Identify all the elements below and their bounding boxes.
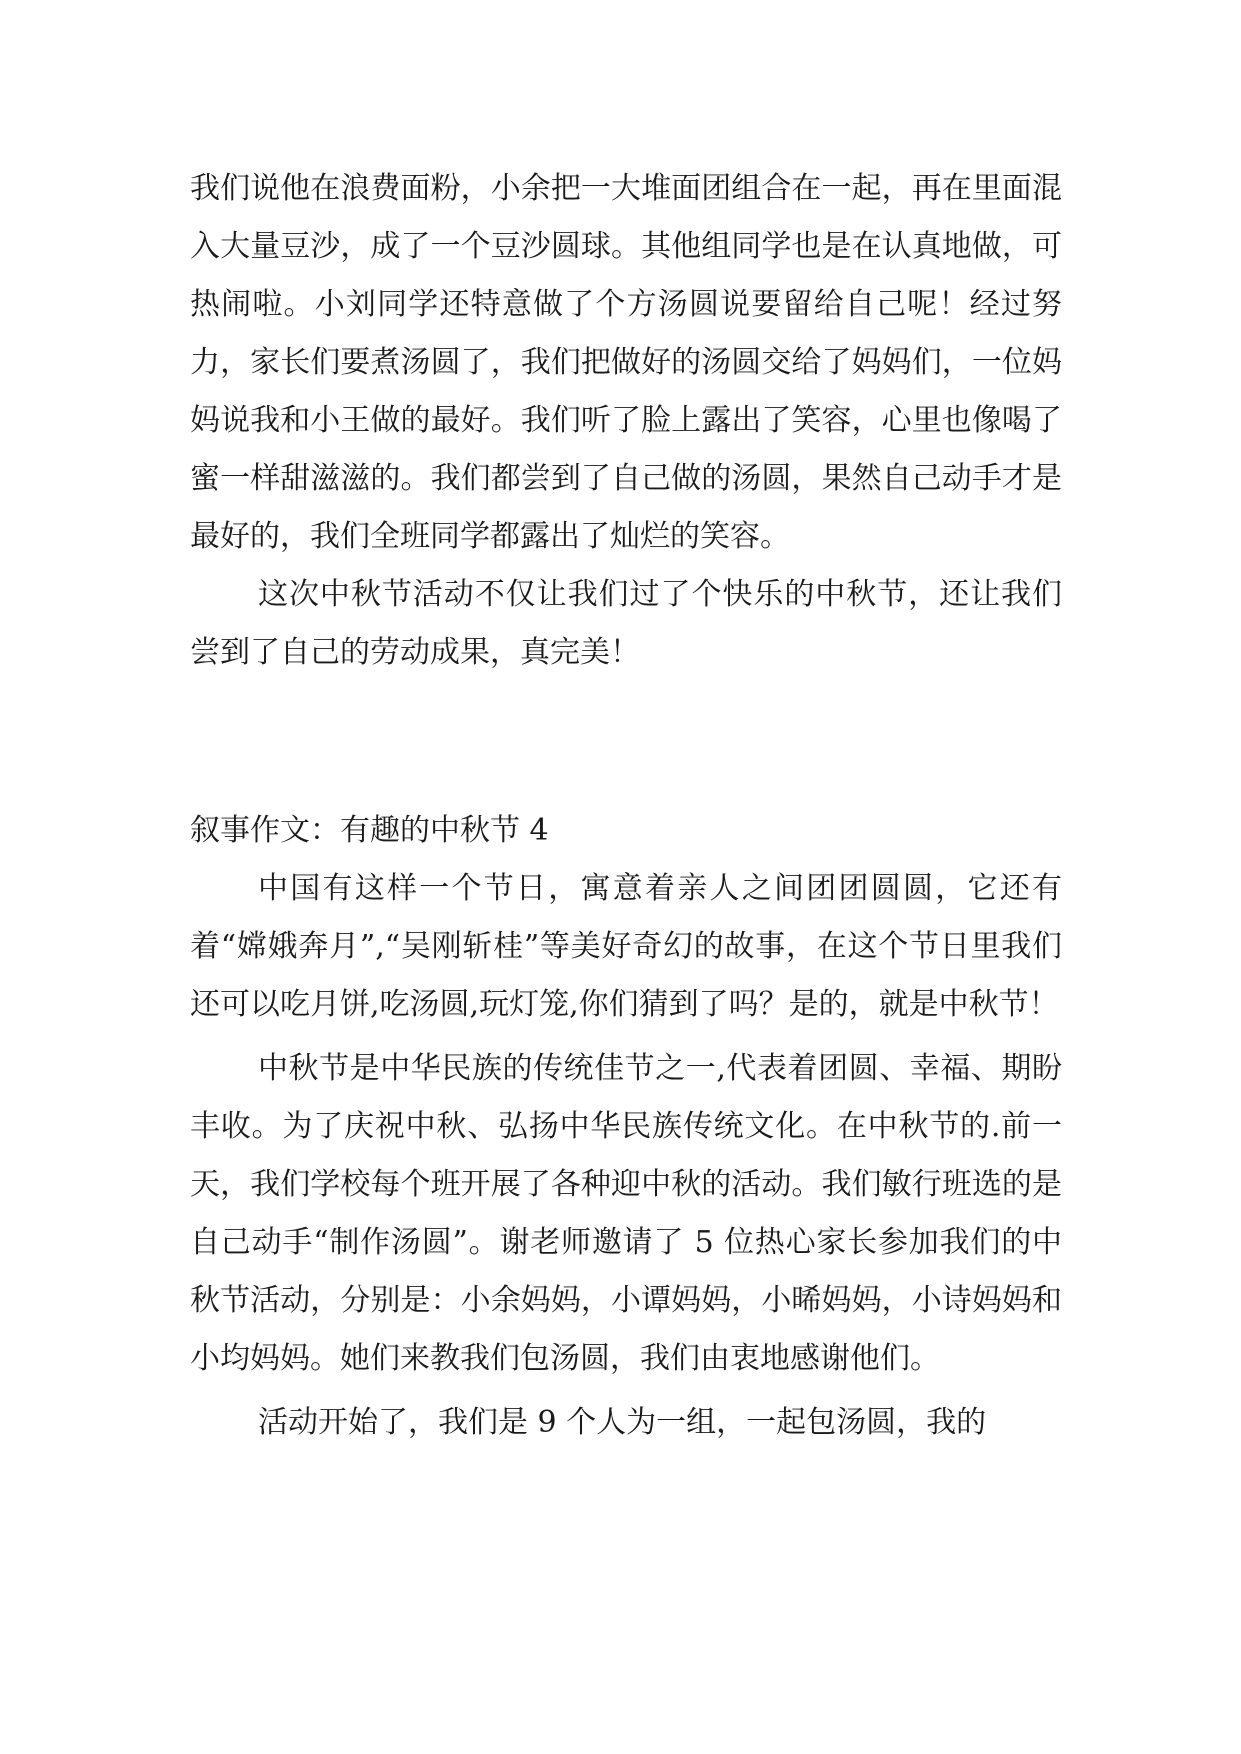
previous-essay-section <box>190 160 1062 682</box>
essay-4-section <box>190 802 1062 1452</box>
essay-title: 叙事作文：有趣的中秋节 4 <box>190 813 549 848</box>
closing-paragraph: 这次中秋节活动不仅让我们过了个快乐的中秋节，还让我们尝到了自己的劳动成果，真完美！ <box>190 577 1062 670</box>
essay-paragraph-1: 中国有这样一个节日，寓意着亲人之间团团圆圆，它还有着“嫦娥奔月”,“吴刚斩桂”等美好奇幻的故事，在这个节日里我们还可以吃月饼,吃汤圆,玩灯笼,你们猜到了吗？是的，就是中秋节！ <box>190 871 1062 1022</box>
essay-paragraph-2: 中秋节是中华民族的传统佳节之一,代表着团圆、幸福、期盼丰收。为了庆祝中秋、弘扬中华民族传统文化。在中秋节的.前一天，我们学校每个班开展了各种迎中秋的活动。我们敏行班选的是自己动手“制作汤圆”。谢老师邀请了 5 位热心家长参加我们的中秋节活动，分别是：小余妈妈，小谭妈妈，小晞妈妈，小诗妈妈和小均妈妈。她们来教我们包汤圆，我们由衷地感谢他们。 <box>190 1051 1062 1376</box>
essay-paragraph-3: 活动开始了，我们是 9 个人为一组，一起包汤圆，我的 <box>258 1405 987 1440</box>
continuation-paragraph: 我们说他在浪费面粉，小余把一大堆面团组合在一起，再在里面混入大量豆沙，成了一个豆沙圆球。其他组同学也是在认真地做，可热闹啦。小刘同学还特意做了个方汤圆说要留给自己呢！经过努力，家长们要煮汤圆了，我们把做好的汤圆交给了妈妈们，一位妈妈说我和小王做的最好。我们听了脸上露出了笑容，心里也像喝了蜜一样甜滋滋的。我们都尝到了自己做的汤圆，果然自己动手才是最好的，我们全班同学都露出了灿烂的笑容。 <box>190 171 1062 554</box>
